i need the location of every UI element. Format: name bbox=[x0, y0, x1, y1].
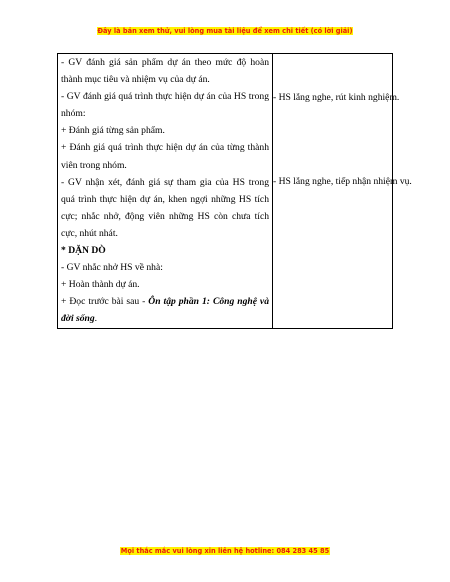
hotline-banner: Mọi thắc mắc vui lòng xin liên hệ hotline: 084 283 45 85 bbox=[120, 547, 330, 555]
teacher-activity-cell bbox=[58, 54, 273, 329]
next-lesson-title: Ôn tập phần 1: Công nghệ và đời sống bbox=[61, 296, 269, 325]
list-item: - GV đánh giá sản phẩm dự án theo mức độ hoàn thành mục tiêu và nhiệm vụ của dự án. bbox=[61, 57, 269, 86]
read-suffix: . bbox=[94, 313, 98, 325]
list-item: - GV nhắc nhở HS về nhà: bbox=[61, 262, 163, 274]
preview-banner: Đây là bản xem thử, vui lòng mua tài liệu để xem chi tiết (có lời giải) bbox=[97, 27, 353, 35]
list-item: + Đánh giá quá trình thực hiện dự án của từng thành viên trong nhóm. bbox=[61, 142, 269, 171]
list-item: + Đánh giá từng sản phẩm. bbox=[61, 125, 165, 137]
read-prefix: + Đọc trước bài sau - bbox=[61, 296, 149, 308]
student-response-2: - HS lắng nghe, tiếp nhận nhiệm vụ. bbox=[273, 176, 412, 187]
list-item bbox=[61, 293, 269, 327]
list-item: - GV nhận xét, đánh giá sự tham gia của HS trong quá trình thực hiện dự án, khen ngợi những HS tích cực; nhắc nhở, động viên những HS còn chưa tích cực, nhút nhát. bbox=[61, 176, 269, 239]
list-item: + Hoàn thành dự án. bbox=[61, 279, 140, 291]
student-response-1: - HS lắng nghe, rút kinh nghiệm. bbox=[273, 92, 400, 103]
section-heading: * DẶN DÒ bbox=[61, 245, 106, 257]
list-item: - GV đánh giá quá trình thực hiện dự án của HS trong nhóm: bbox=[61, 91, 269, 120]
